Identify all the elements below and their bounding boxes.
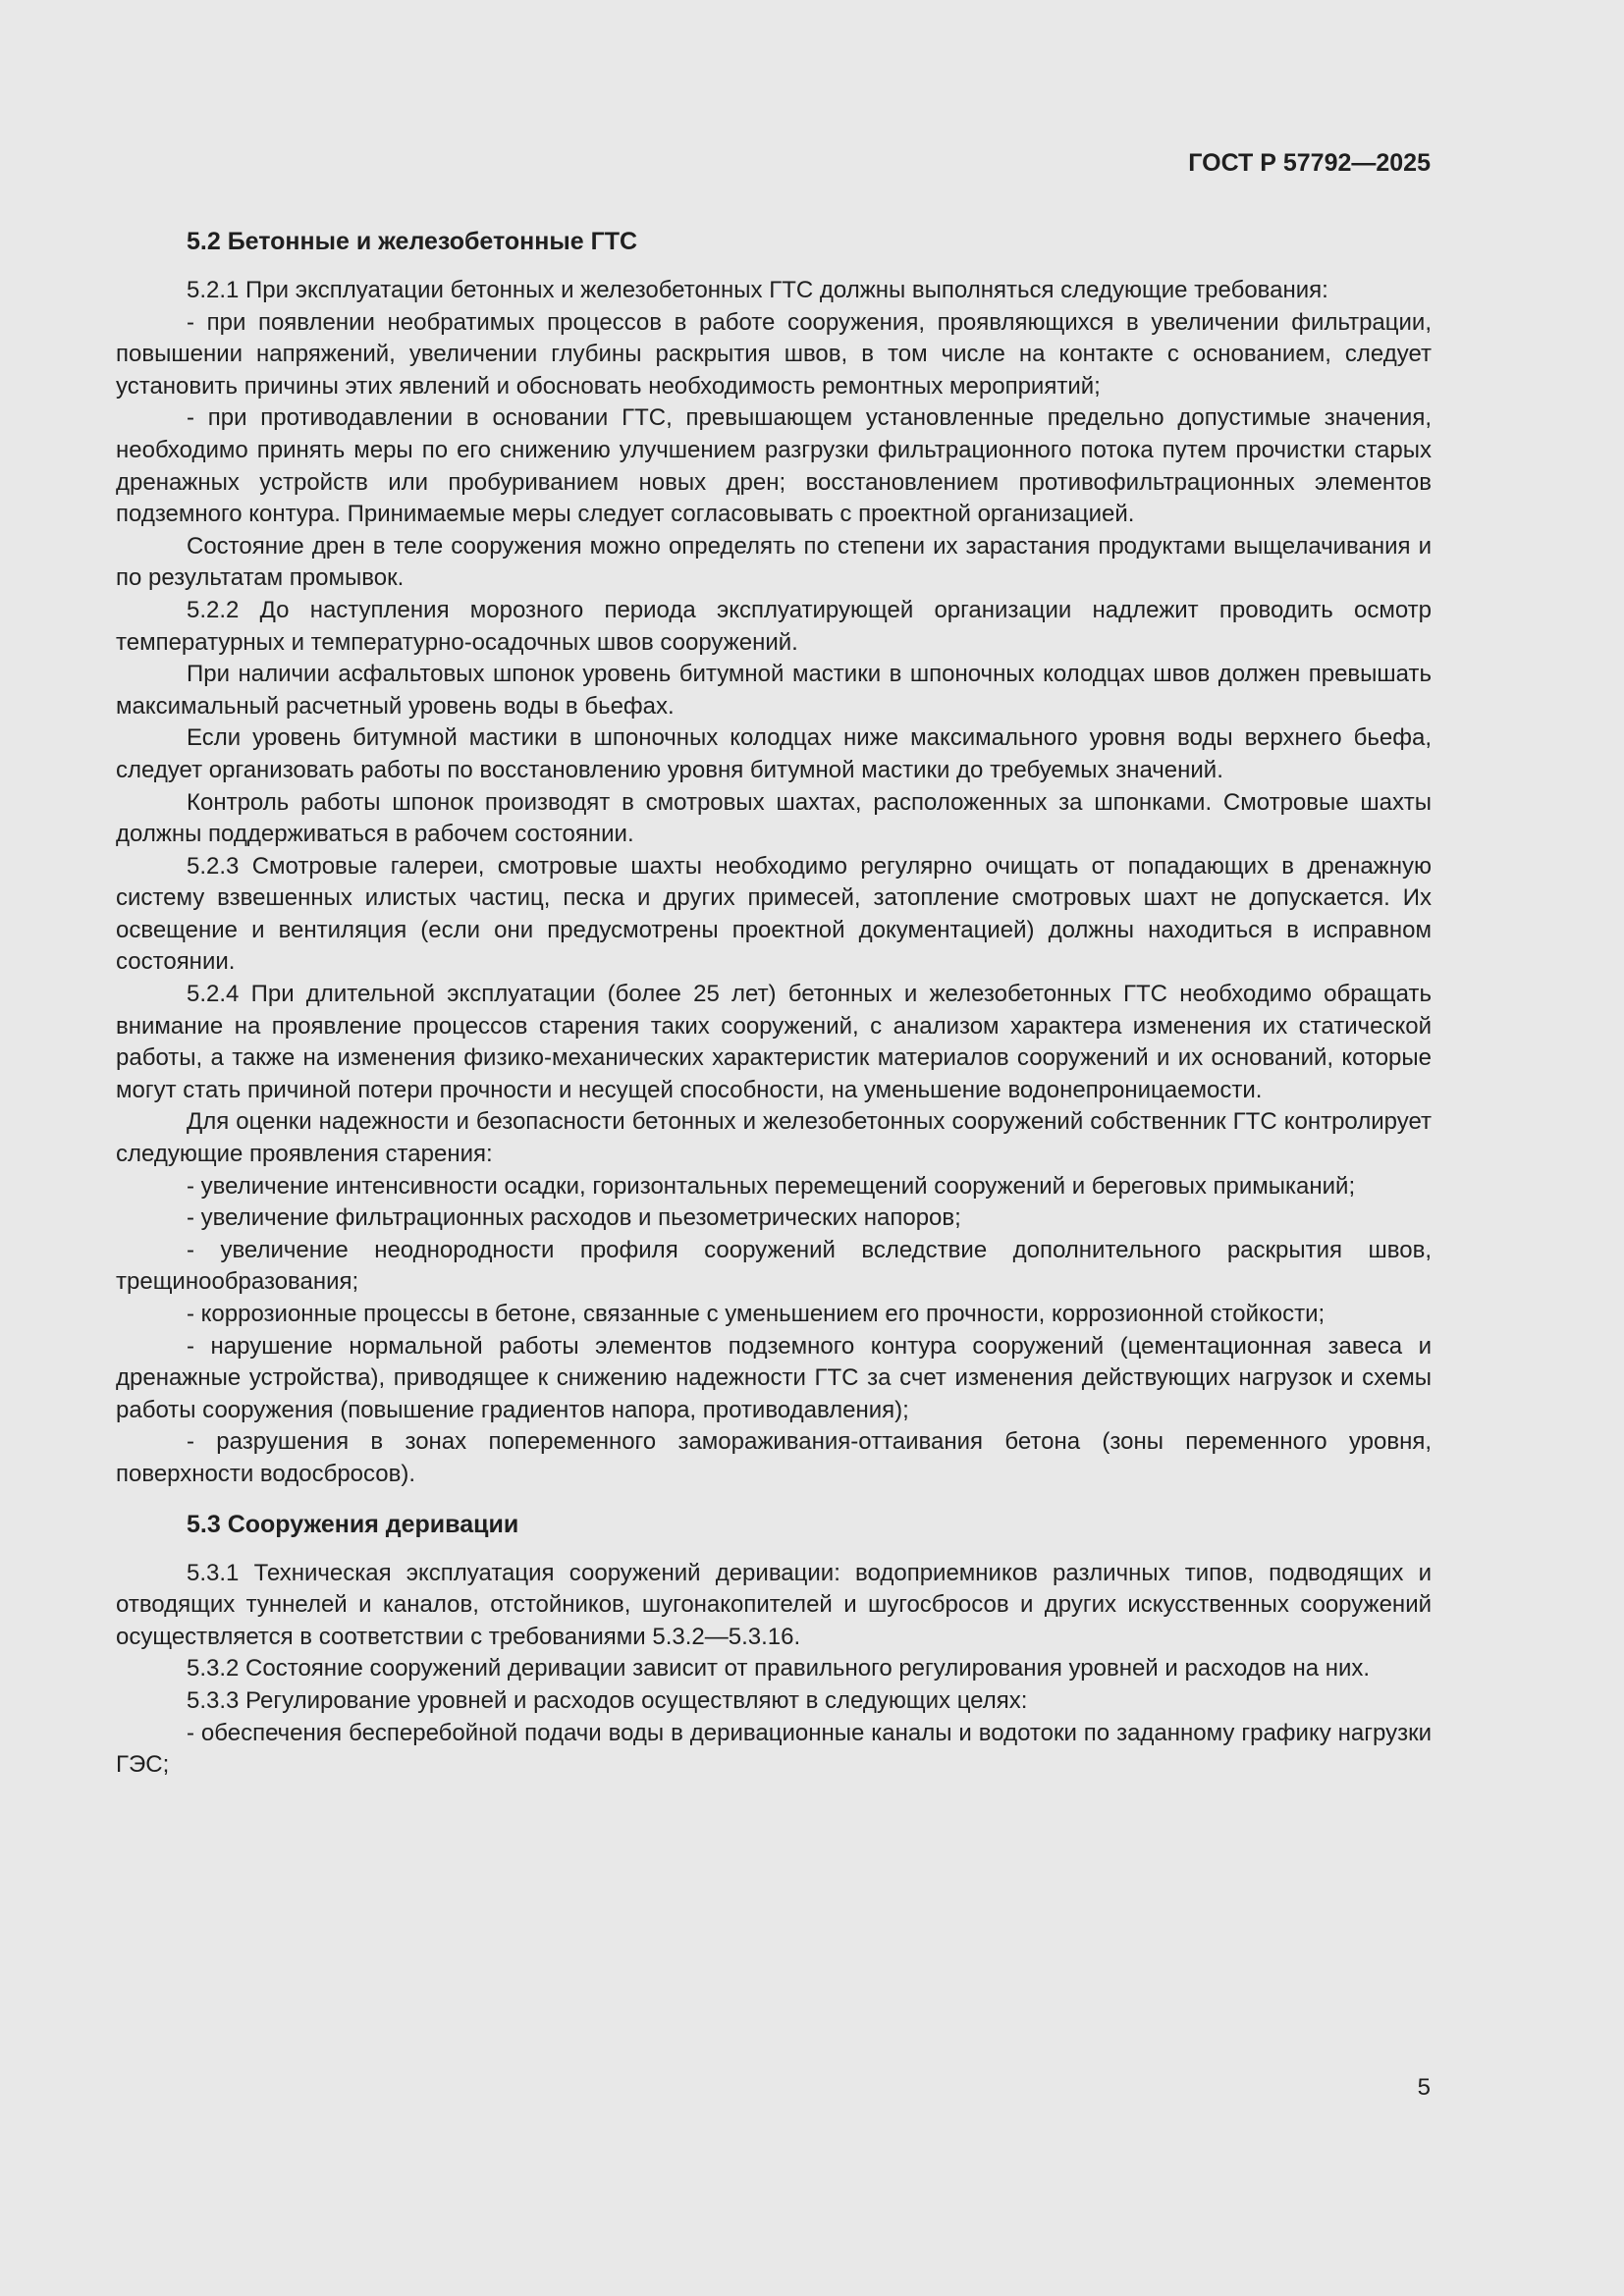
list-item-settlement: - увеличение интенсивности осадки, горизонтальных перемещений сооружений и береговых примыканий; [187,1172,1356,1200]
list-item-freeze-thaw: - разрушения в зонах попеременного замораживания-оттаивания бетона (зоны переменного уровня, поверхности водосбросов). [116,1428,1432,1487]
section-heading-5-2: 5.2 Бетонные и железобетонные ГТС [187,228,638,255]
page-content [116,222,1432,1782]
paragraph-key-control: Контроль работы шпонок производят в смотровых шахтах, расположенных за шпонками. Смотровые шахты должны поддерживаться в рабочем состоянии. [116,788,1432,848]
list-item-irreversible-processes: - при появлении необратимых процессов в работе сооружения, проявляющихся в увеличении фильтрации, повышении напряжений, увеличении глубины раскрытия швов, в том числе на контакте с основанием, следует установить причины этих явлений и обосновать необходимость ремонтных мероприятий; [116,308,1432,400]
paragraph-5-2-4: 5.2.4 При длительной эксплуатации (более 25 лет) бетонных и железобетонных ГТС необходимо обращать внимание на проявление процессов старения таких сооружений, с анализом характера изменения их статической работы, а также на изменения физико-механических характеристик материалов сооружений и их оснований, которые могут стать причиной потери прочности и несущей способности, на уменьшение водонепроницаемости. [116,981,1432,1103]
list-item-underground-contour: - нарушение нормальной работы элементов подземного контура сооружений (цементационная завеса и дренажные устройства), приводящее к снижению надежности ГТС за счет изменения действующих нагрузок и схемы работы сооружения (повышение градиентов напора, противодавления); [116,1332,1432,1423]
list-item-corrosion: - коррозионные процессы в бетоне, связанные с уменьшением его прочности, коррозионной стойкости; [187,1301,1326,1327]
list-item-counter-pressure: - при противодавлении в основании ГТС, превышающем установленные предельно допустимые значения, необходимо принять меры по его снижению улучшением разгрузки фильтрационного потока путем прочистки старых дренажных устройств или пробуриванием новых дрен; восстановлением противофильтрационных элементов подземного контура. Принимаемые меры следует согласовывать с проектной организацией. [116,404,1432,528]
paragraph-5-2-3: 5.2.3 Смотровые галереи, смотровые шахты необходимо регулярно очищать от попадающих в дренажную систему взвешенных илистых частиц, песка и других примесей, затопление смотровых шахт не допускается. Их освещение и вентиляция (если они предусмотрены проектной документацией) должны находиться в исправном состоянии. [116,852,1432,976]
page-number: 5 [1417,2074,1431,2101]
paragraph-aging-control: Для оценки надежности и безопасности бетонных и железобетонных сооружений собственник ГТС контролирует следующие проявления старения: [116,1108,1432,1168]
paragraph-5-2-1: 5.2.1 При эксплуатации бетонных и железобетонных ГТС должны выполняться следующие требования: [187,277,1328,303]
paragraph-5-3-1: 5.3.1 Техническая эксплуатация сооружений деривации: водоприемников различных типов, подводящих и отводящих туннелей и каналов, отстойников, шугонакопителей и шугосбросов и других искусственных сооружений осуществляется в соответствии с требованиями 5.3.2—5.3.16. [116,1559,1432,1650]
list-item-heterogeneity: - увеличение неоднородности профиля сооружений вследствие дополнительного раскрытия швов, трещинообразования; [116,1236,1432,1296]
paragraph-bitumen-level: Если уровень битумной мастики в шпоночных колодцах ниже максимального уровня воды верхнего бьефа, следует организовать работы по восстановлению уровня битумной мастики до требуемых значений. [116,724,1432,783]
paragraph-drain-condition: Состояние дрен в теле сооружения можно определять по степени их зарастания продуктами выщелачивания и по результатам промывок. [116,532,1432,592]
paragraph-5-3-2: 5.3.2 Состояние сооружений деривации зависит от правильного регулирования уровней и расходов на них. [187,1655,1371,1682]
list-item-filtration: - увеличение фильтрационных расходов и пьезометрических напоров; [187,1204,961,1232]
paragraph-asphalt-keys: При наличии асфальтовых шпонок уровень битумной мастики в шпоночных колодцах швов должен превышать максимальный расчетный уровень воды в бьефах. [116,661,1432,720]
document-code-header: ГОСТ Р 57792—2025 [1188,149,1431,177]
paragraph-5-2-2: 5.2.2 До наступления морозного периода эксплуатирующей организации надлежит проводить осмотр температурных и температурно-осадочных швов сооружений. [116,596,1432,656]
paragraph-5-3-3: 5.3.3 Регулирование уровней и расходов осуществляют в следующих целях: [187,1686,1028,1714]
list-item-water-supply: - обеспечения бесперебойной подачи воды в деривационные каналы и водотоки по заданному графику нагрузки ГЭС; [116,1719,1432,1779]
section-heading-5-3: 5.3 Сооружения деривации [187,1510,519,1538]
